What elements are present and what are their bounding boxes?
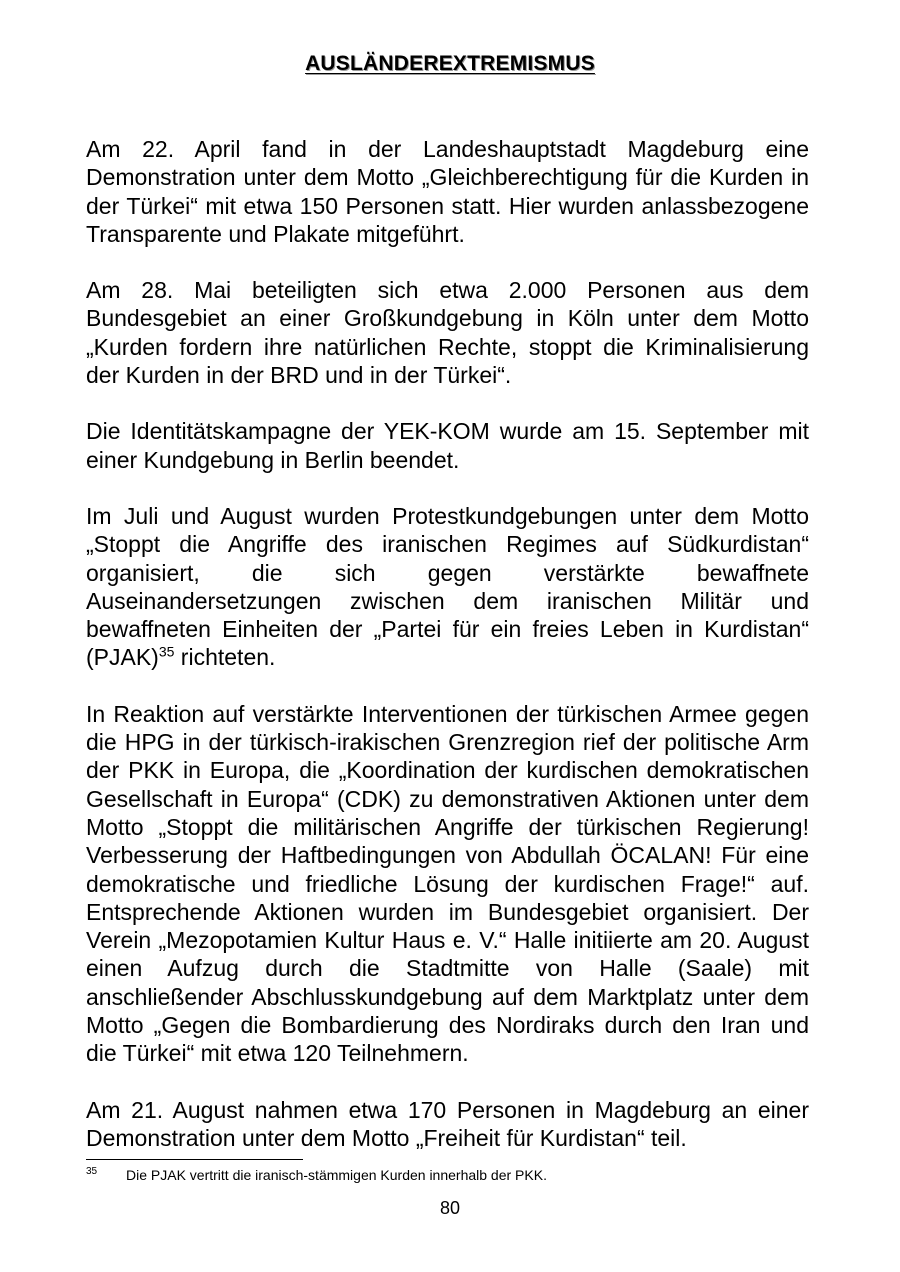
footnote-text: Die PJAK vertritt die iranisch-stämmigen Kurden innerhalb der PKK. bbox=[126, 1167, 547, 1183]
body-text bbox=[86, 135, 809, 1180]
paragraph-1: Am 22. April fand in der Landeshauptstadt Magdeburg eine Demonstration unter dem Motto „Gleichberechtigung für die Kurden in der Türkei“ mit etwa 150 Personen statt. Hier wurden anlassbezogene Transparente und Plakate mitgeführt. bbox=[86, 136, 809, 247]
paragraph-6: Am 21. August nahmen etwa 170 Personen in Magdeburg an einer Demonstration unter dem Motto „Freiheit für Kurdistan“ teil. bbox=[86, 1096, 809, 1151]
page-number: 80 bbox=[439, 1198, 461, 1218]
paragraph-4-text-end: richteten. bbox=[174, 644, 276, 671]
page-header: AUSLÄNDEREXTREMISMUS bbox=[305, 52, 595, 75]
paragraph-4 bbox=[86, 502, 809, 672]
footnote: 35 Die PJAK vertritt die iranisch-stämmigen Kurden innerhalb der PKK. bbox=[86, 1166, 547, 1183]
footnote-divider bbox=[86, 1159, 303, 1160]
paragraph-3: Die Identitätskampagne der YEK-KOM wurde am 15. September mit einer Kundgebung in Berlin beendet. bbox=[86, 418, 809, 473]
paragraph-4-text: Im Juli und August wurden Protestkundgebungen unter dem Motto „Stoppt die Angriffe des iranischen Regimes auf Südkurdistan“ organisiert, die sich gegen verstärkte bewaffnete Auseinandersetzungen zwischen dem iranischen Militär und bewaffneten Einheiten der „Partei für ein freies Leben in Kurdistan“ (PJAK) bbox=[86, 502, 809, 671]
paragraph-5: In Reaktion auf verstärkte Interventionen der türkischen Armee gegen die HPG in der türkisch-irakischen Grenzregion rief der politische Arm der PKK in Europa, die „Koordination der kurdischen demokratischen Gesellschaft in Europa“ (CDK) zu demonstrativen Aktionen unter dem Motto „Stoppt die militärischen Angriffe der türkischen Regierung! Verbesserung der Haftbedingungen von Abdullah ÖCALAN! Für eine demokratische und friedliche Lösung der kurdischen Frage!“ auf. Entsprechende Aktionen wurden im Bundesgebiet organisiert. Der Verein „Mezopotamien Kultur Haus e. V.“ Halle initiierte am 20. August einen Aufzug durch die Stadtmitte von Halle (Saale) mit anschließender Abschlusskundgebung auf dem Marktplatz unter dem Motto „Gegen die Bombardierung des Nordiraks durch den Iran und die Türkei“ mit etwa 120 Teilnehmern. bbox=[86, 700, 809, 1067]
footnote-reference[interactable]: 35 bbox=[158, 643, 175, 660]
paragraph-2: Am 28. Mai beteiligten sich etwa 2.000 Personen aus dem Bundesgebiet an einer Großkundgebung in Köln unter dem Motto „Kurden fordern ihre natürlichen Rechte, stoppt die Kriminalisierung der Kurden in der BRD und in der Türkei“. bbox=[86, 277, 809, 389]
